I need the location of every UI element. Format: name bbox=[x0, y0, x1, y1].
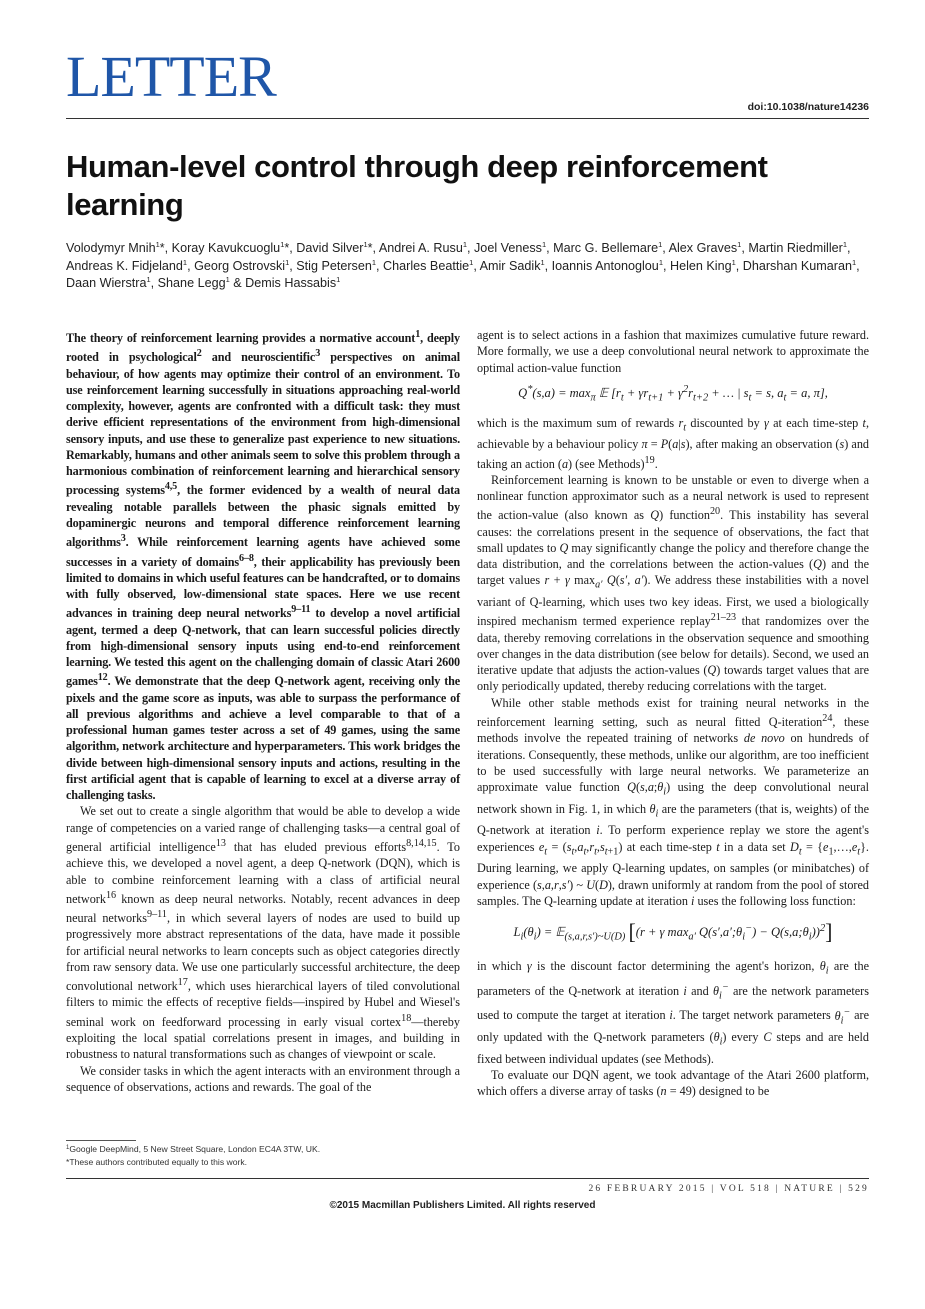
left-column bbox=[66, 327, 460, 1095]
body-paragraph: We consider tasks in which the agent interacts with an environment through a sequence of observations, actions and rewards. The goal of the bbox=[66, 1063, 460, 1094]
footnotes bbox=[66, 1143, 320, 1169]
affiliation-footnote: $^1$Google DeepMind, 5 New Street Square, London EC4A 3TW, UK. bbox=[66, 1144, 321, 1154]
footnote-divider bbox=[66, 1140, 136, 1141]
equation-loss-function: $L_i(\theta_i)$ = 𝔼$_{(s,a,r,s')\sim U(D)}$ [(r + γ $\max_{a'}$ $Q(s',a';\theta_i^-)$ − $Q(s,a;\theta_i))^2$] bbox=[513, 919, 833, 945]
body-paragraph: in which γ is the discount factor determining the agent's horizon, $\theta_i$ are the parameters of the Q-network at iteration i and $\theta_i^-$ are the network parameters used to compute the target at iteration i. The target network parameters $\theta_i^-$ are only updated with the Q-network parameters $(\theta_i)$ every C steps and are held fixed between individual updates (see Methods). bbox=[477, 959, 870, 1066]
author-list: Volodymyr Mnih$^1$*, Koray Kavukcuoglu$^1$*, David Silver$^1$*, Andrei A. Rusu$^1$, Joel Veness$^1$, Marc G. Bellemare$^1$, Alex Graves$^1$, Martin Riedmiller$^1$, Andreas K. Fidjeland$^1$, Georg Ostrovski$^1$, Stig Petersen$^1$, Charles Beattie$^1$, Amir Sadik$^1$, Ioannis Antonoglou$^1$, Helen King$^1$, Dharshan Kumaran$^1$, Daan Wierstra$^1$, Shane Legg$^1$ & Demis Hassabis$^1$ bbox=[66, 240, 860, 291]
body-paragraph: Reinforcement learning is known to be unstable or even to diverge when a nonlinear function approximator such as a neural network is used to represent the action-value (also known as Q) function$^{20}$. This instability has several causes: the correlations present in the sequence of observations, the fact that small updates to Q may significantly change the policy and therefore change the data distribution, and the correlations between the action-values (Q) and the target values r + γ $\max_{a'} Q(s'$, a′). We address these instabilities with a novel variant of Q-learning, which uses two key ideas. First, we used a biologically inspired mechanism termed experience replay$^{21-23}$ that randomizes over the data, thereby removing correlations in the observation sequence and smoothing over changes in the data distribution (see below for details). Second, we used an iterative update that adjusts the action-values (Q) towards target values that are only periodically updated, thereby reducing correlations with the target. bbox=[477, 472, 870, 694]
footer-divider bbox=[66, 1178, 869, 1179]
body-paragraph: To evaluate our DQN agent, we took advantage of the Atari 2600 platform, which offers a diverse array of tasks (n = 49) designed to be bbox=[477, 1068, 869, 1099]
body-paragraph: agent is to select actions in a fashion that maximizes cumulative future reward. More formally, we use a deep convolutional neural network to approximate the optimal action-value function bbox=[477, 328, 869, 375]
page-folio: 26 FEBRUARY 2015 | VOL 518 | NATURE | 529 bbox=[588, 1184, 869, 1194]
header-divider bbox=[66, 118, 869, 119]
section-label: LETTER bbox=[66, 44, 276, 109]
abstract: The theory of reinforcement learning provides a normative account$^1$, deeply rooted in psychological$^2$ and neuroscientific$^3$ perspectives on animal behaviour, of how agents may optimize their control of an environment. To use reinforcement learning successfully in situations approaching real-world complexity, however, agents are confronted with a difficult task: they must derive efficient representations of the environment from high-dimensional sensory inputs, and use these to generalize past experience to new situations. Remarkably, humans and other animals seem to solve this problem through a harmonious combination of reinforcement learning and hierarchical sensory processing systems$^{4,5}$, the former evidenced by a wealth of neural data revealing notable parallels between the phasic signals emitted by dopaminergic neurons and temporal difference reinforcement learning algorithms$^3$. While reinforcement learning agents have achieved some successes in a variety of domains$^{6-8}$, their applicability has previously been limited to domains in which useful features can be handcrafted, or to domains with fully observed, low-dimensional state spaces. Here we use recent advances in training deep neural networks$^{9-11}$ to develop a novel artificial agent, termed a deep Q-network, that can learn successful policies directly from high-dimensional sensory inputs using end-to-end reinforcement learning. We tested this agent on the challenging domain of classic Atari 2600 games$^{12}$. We demonstrate that the deep Q-network agent, receiving only the pixels and the game score as inputs, was able to surpass the performance of all previous algorithms and achieve a level comparable to that of a professional human games tester across a set of 49 games, using the same algorithm, network architecture and hyperparameters. This work bridges the divide between high-dimensional sensory inputs and actions, resulting in the first artificial agent that is capable of learning to excel at a diverse array of challenging tasks. bbox=[66, 329, 461, 803]
copyright-notice: ©2015 Macmillan Publishers Limited. All rights reserved bbox=[329, 1200, 596, 1211]
equal-contribution-footnote: *These authors contributed equally to this work. bbox=[66, 1157, 248, 1167]
right-column bbox=[477, 327, 869, 1100]
equation-action-value: $Q^*(s,a) = \max_\pi$ 𝔼 [$r_t + \gamma r_{t+1} + \gamma^2r_{t+2}$ + … | $s_t = s$, $a_t = a$, π], bbox=[518, 383, 828, 404]
body-paragraph: We set out to create a single algorithm that would be able to develop a wide range of competencies on a varied range of challenging tasks—a central goal of general artificial intelligence$^{13}$ that has eluded previous efforts$^{8,14,15}$. To achieve this, we developed a novel agent, a deep Q-network (DQN), which is able to combine reinforcement learning with a class of artificial neural network$^{16}$ known as deep neural networks. Notably, recent advances in deep neural networks$^{9-11}$, in which several layers of nodes are used to build up progressively more abstract representations of the data, have made it possible for artificial neural networks to learn concepts such as object categories directly from raw sensory data. We use one particularly successful architecture, the deep convolutional network$^{17}$, which uses hierarchical layers of tiled convolutional filters to mimic the effects of receptive fields—inspired by Hubel and Wiesel's seminal work on feedforward processing in early visual cortex$^{18}$—thereby exploiting the local spatial correlations present in images, and building in robustness to natural transformations such as changes of viewpoint or scale. bbox=[66, 804, 460, 1062]
body-paragraph: which is the maximum sum of rewards $r_t$ discounted by γ at each time-step t, achievable by a behaviour policy π = P(a|s), after making an observation (s) and taking an action (a) (see Methods)$^{19}$. bbox=[477, 415, 870, 471]
body-paragraph: While other stable methods exist for training neural networks in the reinforcement learning setting, such as neural fitted Q-iteration$^{24}$, these methods involve the repeated training of networks de novo on hundreds of iterations. Consequently, these methods, unlike our algorithm, are too inefficient to be used successfully with large neural networks. We parameterize an approximate value function $Q(s,a;\theta_i)$ using the deep convolutional neural network shown in Fig. 1, in which $\theta_i$ are the parameters (that is, weights) of the Q-network at iteration i. To perform experience replay we store the agent's experiences $e_t = (s_t,a_t,r_t,s_{t+1})$ at each time-step t in a data set $D_t$ = $\{e_1,\dots,e_t\}$. During learning, we apply Q-learning updates, on samples (or minibatches) of experience (s,a,r,s′) ~ U(D), drawn uniformly at random from the pool of stored samples. The Q-learning update at iteration i uses the following loss function: bbox=[477, 695, 870, 908]
doi[interactable]: doi:10.1038/nature14236 bbox=[747, 101, 869, 113]
article-title: Human-level control through deep reinforcement learning bbox=[66, 149, 768, 222]
